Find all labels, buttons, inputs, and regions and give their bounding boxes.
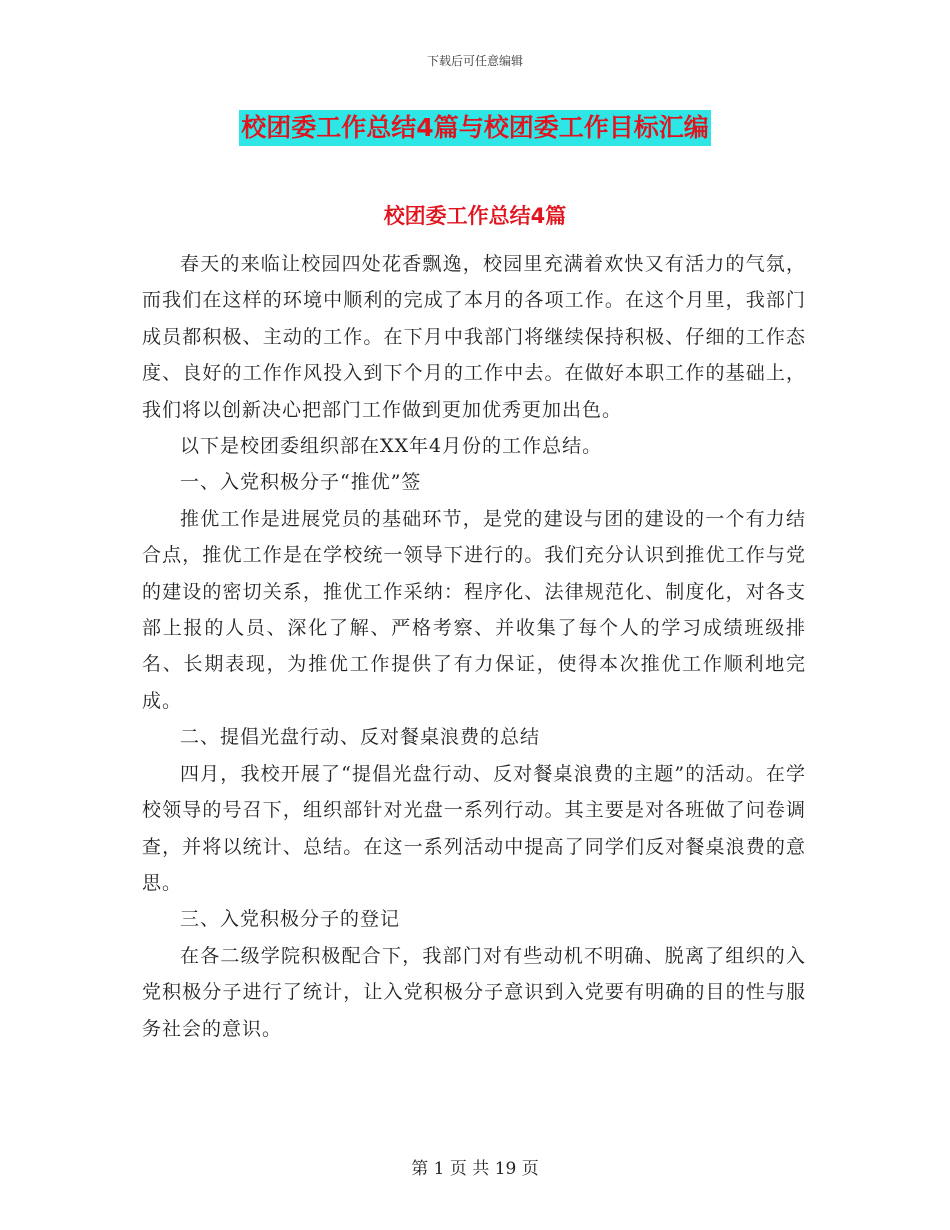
document-body (142, 246, 806, 1047)
section-heading: 三、入党积极分子的登记 (180, 908, 401, 931)
main-title-container (0, 110, 950, 146)
page-footer: 第 1 页 共 19 页 (411, 1159, 539, 1179)
paragraph: 在各二级学院积极配合下，我部门对有些动机不明确、脱离了组织的入党积极分子进行了统计，让入党积极分子意识到入党要有明确的目的性与服务社会的意识。 (142, 944, 806, 1040)
section-title: 校团委工作总结4篇 (383, 204, 567, 228)
section-heading: 一、入党积极分子“推优”签 (180, 471, 422, 494)
paragraph: 推优工作是进展党员的基础环节，是党的建设与团的建设的一个有力结合点，推优工作是在学校统一领导下进行的。我们充分认识到推优工作与党的建设的密切关系，推优工作采纳：程序化、法律规范化、制度化，对各支部上报的人员、深化了解、严格考察、并收集了每个人的学习成绩班级排名、长期表现，为推优工作提供了有力保证，使得本次推优工作顺利地完成。 (142, 507, 806, 712)
paragraph: 四月，我校开展了“提倡光盘行动、反对餐桌浪费的主题”的活动。在学校领导的号召下，组织部针对光盘一系列行动。其主要是对各班做了问卷调查，并将以统计、总结。在这一系列活动中提高了同学们反对餐桌浪费的意思。 (142, 762, 806, 894)
section-heading: 二、提倡光盘行动、反对餐桌浪费的总结 (180, 726, 541, 749)
main-title: 校团委工作总结4篇与校团委工作目标汇编 (239, 110, 710, 146)
paragraph: 春天的来临让校园四处花香飘逸，校园里充满着欢快又有活力的气氛，而我们在这样的环境中顺利的完成了本月的各项工作。在这个月里，我部门成员都积极、主动的工作。在下月中我部门将继续保持积极、仔细的工作态度、良好的工作作风投入到下个月的工作中去。在做好本职工作的基础上，我们将以创新决心把部门工作做到更加优秀更加出色。 (142, 253, 806, 421)
paragraph: 以下是校团委组织部在XX年4月份的工作总结。 (180, 435, 603, 458)
header-note: 下载后可任意编辑 (426, 54, 523, 68)
